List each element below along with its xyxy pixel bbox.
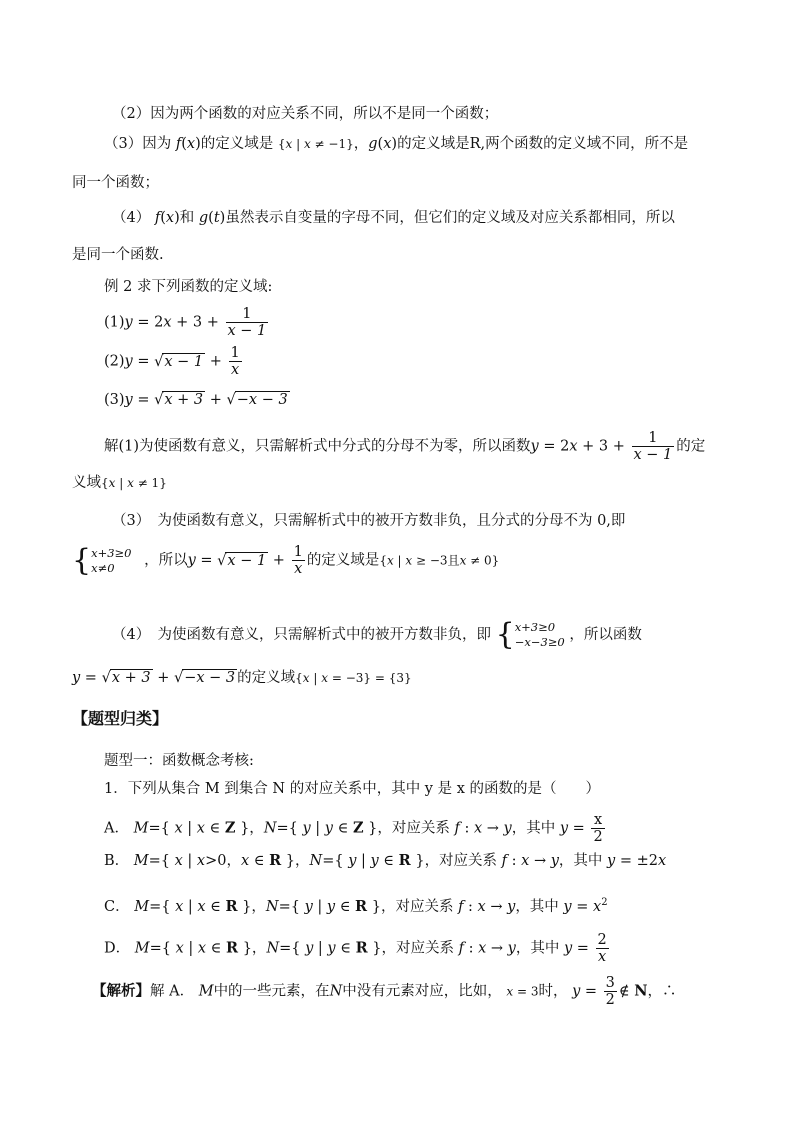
example-2-item-1: (1)y = 2x + 3 + $\frac{1}{x - 1}$ <box>104 306 267 339</box>
section-heading <box>72 708 168 730</box>
text: ，其中 <box>511 820 556 837</box>
text: C． <box>104 898 130 915</box>
math-fraction: $\frac{3}{2}$ <box>605 975 615 1008</box>
math-set: {x | x ≠ −1} <box>277 137 354 151</box>
option-a: A． M={ x | x ∈ Z }，N={ y | y ∈ Z }，对应关系 f : x → y，其中 y = $\frac{x}{2}$ <box>104 812 603 845</box>
math-gx: g <box>368 136 378 152</box>
question-1 <box>104 778 600 800</box>
text: 是同一个函数. <box>72 247 164 263</box>
text: （2）因为两个函数的对应关系不同，所以不是同一个函数； <box>112 106 499 122</box>
type-1-title <box>104 750 254 772</box>
paragraph-4-cont <box>72 244 164 266</box>
text: 的定义域是 <box>397 136 470 152</box>
text: 中没有元素对应，比如， <box>342 983 502 1000</box>
analysis: 【解析】解 A． M中的一些元素，在N中没有元素对应，比如， x = 3时， y = $\frac{3}{2}$ ∉ N，∴ <box>92 975 677 1008</box>
text: （4） 为使函数有意义，只需解析式中的被开方数非负，即 <box>112 627 491 643</box>
math-set: {x | x ≠ 1} <box>101 476 167 490</box>
solution-1: 解(1)为使函数有意义，只需解析式中分式的分母不为零，所以函数y = 2x + 3 + $\frac{1}{x - 1}$ 的定 <box>104 430 706 463</box>
math-fraction: $\frac{1}{x - 1}$ <box>227 306 267 339</box>
paragraph-3: （3）因为 f(x)的定义域是 {x | x ≠ −1}，g(x)的定义域是R,两个函数的定义域不同，所不是 <box>104 136 689 152</box>
text: 【题型归类】 <box>72 709 169 728</box>
option-b: B． M={ x | x>0，x ∈ R }，N={ y | y ∈ R }，对应关系 f : x → y，其中 y = ±2x <box>104 852 667 869</box>
text: ，其中 <box>515 940 560 957</box>
example-2-item-3: (3)y = √x + 3 + √−x − 3 <box>104 392 288 408</box>
solution-3 <box>112 510 625 532</box>
text: 的定义域是 <box>200 136 274 152</box>
paragraph-2 <box>112 103 498 125</box>
text: （4） <box>112 210 151 226</box>
text: 1．下列从集合 M 到集合 N 的对应关系中，其中 y 是 x 的函数的是（ ） <box>104 781 600 797</box>
text: ，对应关系 <box>380 898 454 915</box>
text: （3）因为 <box>104 136 172 152</box>
text: (3) <box>104 392 125 408</box>
text: 时， <box>538 983 568 1000</box>
text: 义域 <box>72 475 101 491</box>
text: B． <box>104 853 130 869</box>
text: 【解析】 <box>92 982 150 1000</box>
text: R,两个函数的定义域不同，所不是 <box>469 136 689 152</box>
text: ，所以函数 <box>569 627 642 643</box>
math-fx: f <box>175 136 182 152</box>
text: 和 <box>179 210 195 226</box>
text: A． <box>104 820 129 837</box>
text: (2) <box>104 353 125 370</box>
text: 的定 <box>676 438 706 455</box>
text: ，∴ <box>647 983 677 1000</box>
text: ， <box>353 136 369 152</box>
solution-1-cont <box>72 472 167 494</box>
text: 题型一：函数概念考核: <box>104 753 254 769</box>
math-fraction: $\frac{1}{x}$ <box>230 345 240 378</box>
text: 同一个函数； <box>72 175 159 191</box>
math-fraction: $\frac{1}{x}$ <box>293 544 303 577</box>
solution-4-cont: y = √x + 3 + √−x − 3 的定义域{x | x = −3} = {3} <box>72 670 412 686</box>
text: 虽然表示自变量的字母不同，但它们的定义域及对应关系都相同，所以 <box>225 210 675 226</box>
paragraph-4: （4） f(x)和 g(t)虽然表示自变量的字母不同，但它们的定义域及对应关系都相同，所以 <box>112 210 675 226</box>
text: 解(1)为使函数有意义，只需解析式中分式的分母不为零，所以函数 <box>104 438 531 455</box>
text: （3） 为使函数有意义，只需解析式中的被开方数非负，且分式的分母不为 0,即 <box>112 513 626 529</box>
math-set: {x | x ≥ −3且x ≠ 0} <box>379 553 500 568</box>
math-fx: f <box>154 210 161 226</box>
text: 例 2 求下列函数的定义域: <box>104 279 273 295</box>
text: 中的一些元素，在 <box>213 983 330 1000</box>
text: ，对应关系 <box>377 820 450 837</box>
text: ，对应关系 <box>424 853 498 869</box>
brace: { <box>72 542 92 578</box>
text: 的定义域 <box>237 670 296 686</box>
text: D． <box>104 940 131 957</box>
math-set: {x | x = −3} = {3} <box>295 671 412 685</box>
example-2-title <box>104 276 272 298</box>
example-2-item-2: (2)y = √x − 1 + $\frac{1}{x}$ <box>104 345 240 378</box>
brace: { <box>495 617 515 652</box>
text: (1) <box>104 314 125 331</box>
math-fraction: $\frac{1}{x - 1}$ <box>633 430 673 463</box>
paragraph-3-cont <box>72 172 159 194</box>
text: ，其中 <box>558 853 603 869</box>
option-c: C． M={ x | x ∈ R }，N={ y | y ∈ R }，对应关系 f : x → y，其中 $y = x^2$ <box>104 897 608 915</box>
solution-4 <box>112 617 642 652</box>
math-fraction: $\frac{x}{2}$ <box>593 812 603 845</box>
math-gt: g <box>198 210 209 226</box>
solution-3-cont: {x+3≥0 x≠0 ，所以y = √x − 1 + $\frac{1}{x}$ 的定义域是{x | x ≥ −3且x ≠ 0} <box>72 542 500 578</box>
math-var: x <box>186 136 196 152</box>
math-fraction: $\frac{2}{x}$ <box>597 932 607 965</box>
text: ，对应关系 <box>381 940 454 957</box>
text: 解 A． <box>150 983 195 1000</box>
math-system: x+3≥0 x≠0 <box>91 545 132 575</box>
text: ，其中 <box>515 898 559 915</box>
text: ，所以 <box>144 552 188 569</box>
text: 的定义域是 <box>306 552 380 569</box>
math-system: x+3≥0 −x−3≥0 <box>514 620 565 649</box>
option-d: D． M={ x | x ∈ R }，N={ y | y ∈ R }，对应关系 f : x → y，其中 y = $\frac{2}{x}$ <box>104 932 607 965</box>
